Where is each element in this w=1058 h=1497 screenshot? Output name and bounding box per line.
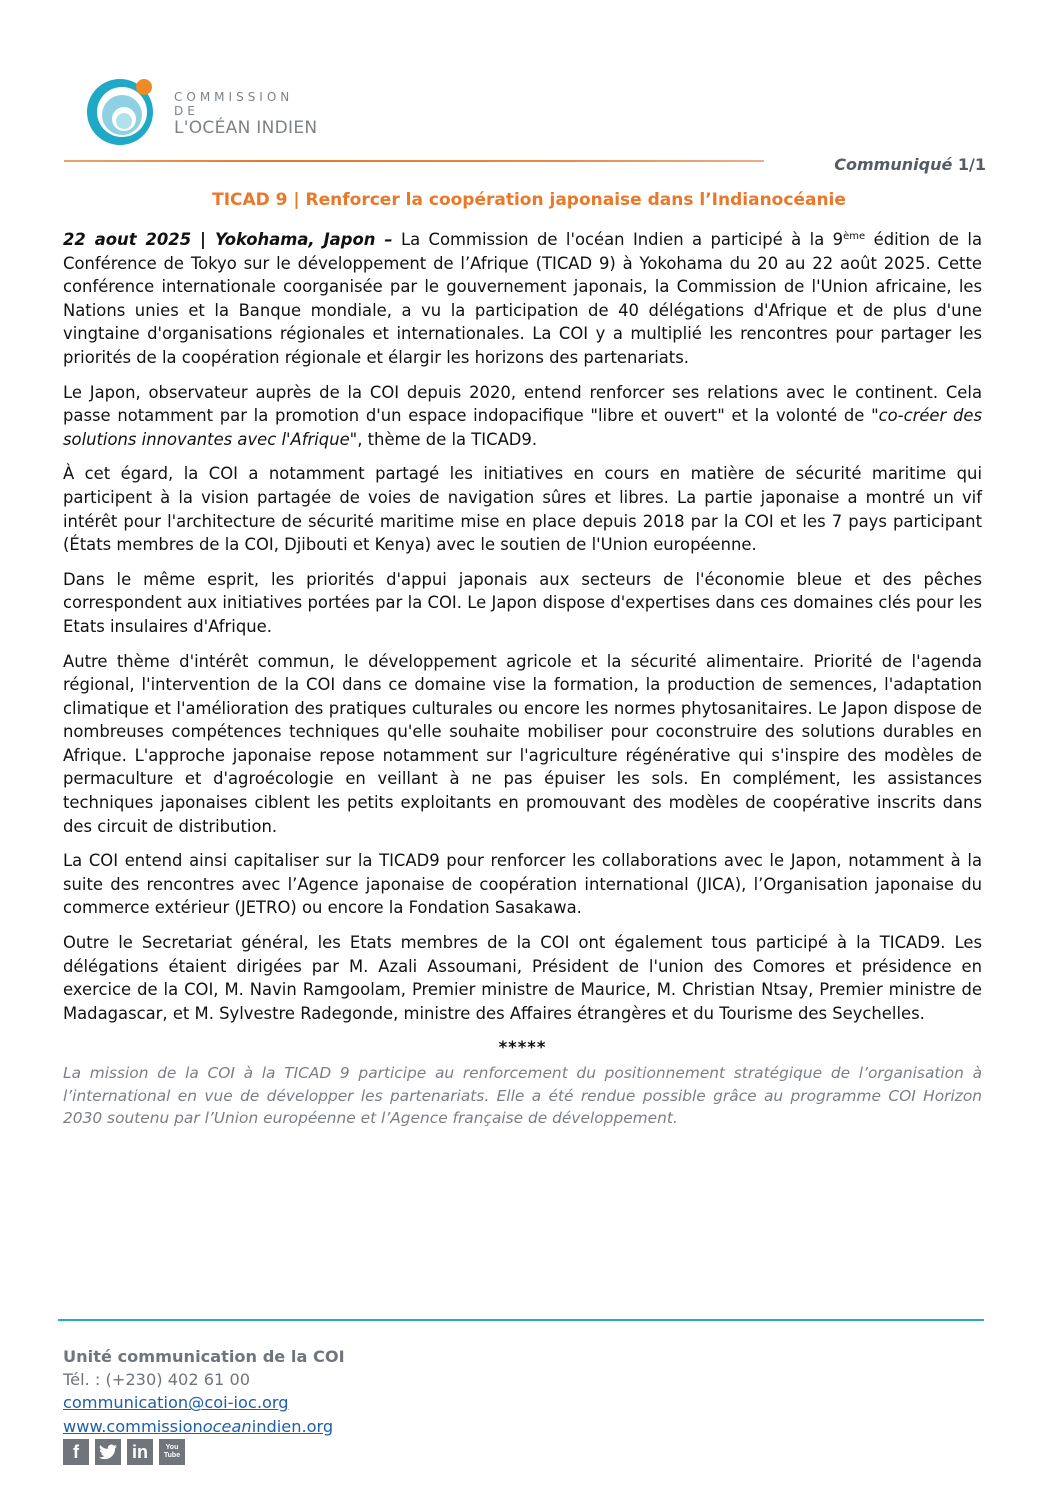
logo-line2: L'OCÉAN INDIEN [174,118,318,138]
funding-note: La mission de la COI à la TICAD 9 participe au renforcement du positionnement stratégique de l’organisation à l’international en vue de développer les partenariats. Elle a été rendue possible grâce au programme COI Horizon 2030 soutenu par l’Union européenne et l’Agence française de développement. [63,1064,982,1128]
paragraph-1-text-b: édition de la Conférence de Tokyo sur le développement de l’Afrique (TICAD 9) à Yokohama du 20 au 22 août 2025. Cette conférence internationale coorganisée par le gouvernement japonais, la Commission de l'Union africaine, les Nations unies et la Banque mondiale, a vu la participation de 40 délégations d'Afrique et de plus d'une vingtaine d'organisations régionales et internationales. La COI y a multiplié les rencontres pour partager les priorités de la coopération régionale et élargir les horizons des partenariats. [63,230,982,367]
paragraph-5: Autre thème d'intérêt commun, le développement agricole et la sécurité alimentaire. Priorité de l'agenda régional, l'intervention de la COI dans ce domaine vise la formation, la production de semences, l'adaptation climatique et l'amélioration des pratiques culturales ou encore les normes phytosanitaires. Le Japon dispose de nombreuses compétences techniques qu'elle souhaite mobiliser pour coconstruire des solutions durables en Afrique. L'approche japonaise repose notamment sur l'agriculture régénérative qui s'inspire des modèles de permaculture et d'agroécologie en veillant à ne pas épuiser les sols. En complément, les assistances techniques japonaises ciblent les petits exploitants en promouvant des modèles de coopérative inscrits dans des circuit de distribution. [63,651,982,836]
social-links [63,1439,185,1465]
youtube-bottom: Tube [163,1452,181,1459]
paragraph-2-text-a: Le Japon, observateur auprès de la COI depuis 2020, entend renforcer ses relations avec le continent. Cela passe notamment par la promotion d'un espace indopacifique "libre et ouvert" et la volonté de " [63,382,982,426]
contact-email-link[interactable]: communication@coi-ioc.org [63,1393,289,1413]
youtube-icon[interactable] [159,1439,185,1465]
contact-phone: Tél. : (+230) 402 61 00 [63,1370,251,1390]
paragraph-2-quote: co-créer des solutions innovantes avec l'Afrique [63,406,982,449]
website-part-a: www.commission [63,1416,203,1436]
website-part-b: indien.org [251,1416,334,1436]
page-number: 1/1 [957,155,986,174]
paragraph-3: À cet égard, la COI a notamment partagé les initiatives en cours en matière de sécurité maritime qui participent à la vision partagée de voies de navigation sûres et libres. La partie japonaise a montré un vif intérêt pour l'architecture de sécurité maritime mise en place depuis 2018 par la COI et les 7 pays participant (États membres de la COI, Djibouti et Kenya) avec le soutien de l'Union européenne. [63,464,982,555]
paragraph-2-text-b: ", thème de la TICAD9. [349,429,538,449]
paragraph-1-text-a: La Commission de l'océan Indien a participé à la 9 [392,230,844,249]
website-link[interactable] [63,1417,333,1436]
page-label [834,155,986,174]
superscript: ème [843,231,866,242]
contact-block [63,1345,345,1438]
paragraph-2 [63,381,982,452]
paragraph-6: La COI entend ainsi capitaliser sur la TICAD9 pour renforcer les collaborations avec le Japon, notamment à la suite des rencontres avec l’Agence japonaise de coopération international (JICA), l’Organisation japonaise du commerce extérieur (JETRO) ou encore la Fondation Sasakawa. [63,851,982,918]
header-divider [64,160,764,162]
linkedin-icon[interactable]: in [127,1439,153,1465]
footer-divider [58,1319,984,1321]
coi-emblem-icon [84,68,166,150]
separator: ***** [498,1038,547,1058]
paragraph-7: Outre le Secretariat général, les Etats membres de la COI ont également tous participé à la TICAD9. Les délégations étaient dirigées par M. Azali Assoumani, Président de l'union des Comores et présidence en exercice de la COI, M. Navin Ramgoolam, Premier ministre de Maurice, M. Christian Ntsay, Premier ministre de Madagascar, et M. Sylvestre Radegonde, ministre des Affaires étrangères et du Tourisme des Seychelles. [63,933,982,1023]
contact-unit: Unité communication de la COI [63,1347,345,1366]
dateline: 22 aout 2025 | Yokohama, Japon – [63,230,393,249]
paragraph-4: Dans le même esprit, les priorités d'appui japonais aux secteurs de l'économie bleue et des pêches correspondent aux initiatives portées par la COI. Le Japon dispose d'expertises dans ces domaines clés pour les Etats insulaires d'Afrique. [63,569,982,636]
youtube-top: You [165,1444,179,1451]
logo-line1: COMMISSION DE [174,90,294,118]
document-title: TICAD 9 | Renforcer la coopération japonaise dans l’Indianocéanie [212,190,846,210]
coi-logo [84,68,324,150]
paragraph-1 [63,228,982,370]
page-label-text: Communiqué [834,155,953,174]
document-body [63,228,982,1141]
facebook-icon[interactable]: f [63,1439,89,1465]
twitter-icon[interactable] [95,1439,121,1465]
website-part-italic: ocean [202,1416,252,1436]
